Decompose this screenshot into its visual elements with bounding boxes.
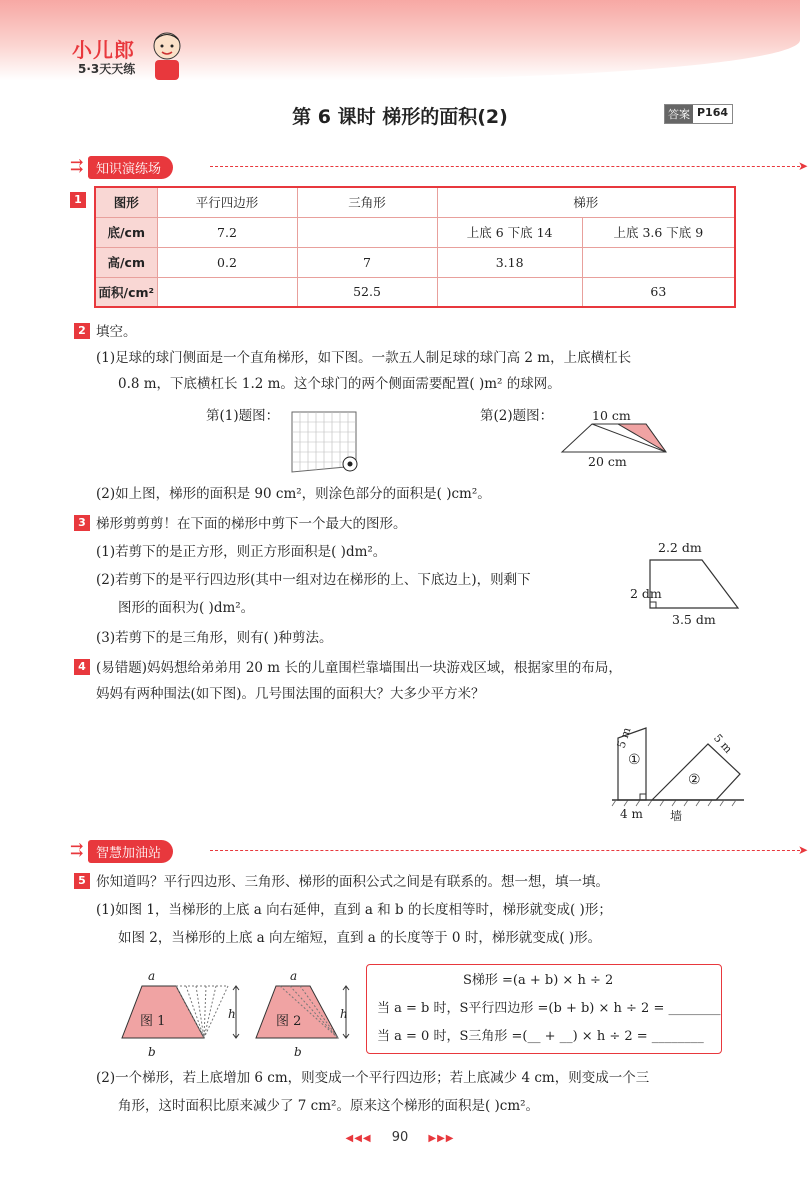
arrow-icon: ➤ <box>798 843 808 857</box>
row-header-area: 面积/cm² <box>95 277 157 307</box>
formula-box <box>366 964 722 1054</box>
cell-tz1-height: 3.18 <box>437 247 582 277</box>
q4-fig-circle-2: ② <box>688 772 701 788</box>
football-icon <box>348 462 353 467</box>
formula-3[interactable]: 当 a = 0 时，S三角形 =(__ + __) × h ÷ 2 = ________ <box>377 1029 704 1044</box>
section-practice-label: 知识演练场 <box>88 156 173 179</box>
col-trapezoid: 梯形 <box>437 187 735 217</box>
q3-fig-bottom: 3.5 dm <box>672 612 716 627</box>
fig1-label: 图 1 <box>140 1014 166 1029</box>
fig2-b: b <box>294 1045 302 1059</box>
question-2-number: 2 <box>74 323 90 339</box>
q2-trapezoid-figure <box>560 422 670 456</box>
q3-p2b: 图形的面积为( )dm²。 <box>118 600 255 616</box>
answer-label: 答案 <box>665 105 693 123</box>
q5-p2b: 角形，这时面积比原来减少了 7 cm²。原来这个梯形的面积是( )cm²。 <box>118 1098 540 1114</box>
q4-fig-circle-1: ① <box>628 752 641 768</box>
q5-p1a: (1)如图 1，当梯形的上底 a 向右延伸，直到 a 和 b 的长度相等时，梯形就变成( )形； <box>96 902 612 918</box>
cell-t-height: 7 <box>297 247 437 277</box>
fig2-label: 图 2 <box>276 1014 302 1029</box>
section-challenge <box>70 840 808 862</box>
row-header-base: 底/cm <box>95 217 157 247</box>
cell-p-height: 0.2 <box>157 247 297 277</box>
formula-2[interactable]: 当 a = b 时，S平行四边形 =(b + b) × h ÷ 2 = ________ <box>377 1001 721 1016</box>
answer-ref <box>664 104 733 124</box>
q2-fig2-bottom: 20 cm <box>588 454 627 469</box>
q4-fig-5m-a: 5 m <box>614 725 634 750</box>
dashed-line <box>210 166 805 167</box>
q4-fig-4m: 4 m <box>620 807 643 821</box>
question-4-line2: 妈妈有两种围法(如下图)。几号围法围的面积大？大多少平方米？ <box>96 686 485 702</box>
cell-tz1-area[interactable] <box>437 277 582 307</box>
question-1-table <box>94 186 736 308</box>
fig1-b: b <box>148 1045 156 1059</box>
question-5-head <box>74 872 609 892</box>
col-parallelogram: 平行四边形 <box>157 187 297 217</box>
q4-fig-5m-b: 5 m <box>711 731 735 756</box>
q3-p3: (3)若剪下的是三角形，则有( )种剪法。 <box>96 630 333 646</box>
cell-p-area[interactable] <box>157 277 297 307</box>
brand-subtitle: 5·3天天练 <box>78 62 136 76</box>
question-5-number: 5 <box>74 873 90 889</box>
cell-tz2-base: 上底 3.6 下底 9 <box>582 217 735 247</box>
cell-t-area: 52.5 <box>297 277 437 307</box>
q4-fig-wall: 墙 <box>670 809 683 823</box>
q3-p2a: (2)若剪下的是平行四边形(其中一组对边在梯形的上、下底边上)，则剩下 <box>96 572 531 588</box>
cell-tz1-base: 上底 6 下底 14 <box>437 217 582 247</box>
question-2-title: 填空。 <box>96 324 137 340</box>
q2-p1a: (1)足球的球门侧面是一个直角梯形，如下图。一款五人制足球的球门高 2 m，上底横杠长 <box>96 350 632 366</box>
formula-1: S梯形 =(a + b) × h ÷ 2 <box>463 973 614 988</box>
question-1-number: 1 <box>70 192 86 208</box>
q3-p1: (1)若剪下的是正方形，则正方形面积是( )dm²。 <box>96 544 387 560</box>
question-5-title: 你知道吗？平行四边形、三角形、梯形的面积公式之间是有联系的。想一想，填一填。 <box>96 874 609 890</box>
answer-page: P164 <box>697 106 729 119</box>
question-2-head <box>74 322 137 342</box>
goal-figure <box>286 406 366 476</box>
question-4-number: 4 <box>74 659 90 675</box>
page-number: 90 <box>391 1130 409 1145</box>
section-practice <box>70 156 808 178</box>
dashed-line <box>210 850 805 851</box>
question-4-line1 <box>74 658 622 678</box>
q5-p1b: 如图 2，当梯形的上底 a 向左缩短，直到 a 的长度等于 0 时，梯形就变成( )形。 <box>118 930 602 946</box>
q2-p1b: 0.8 m，下底横杠长 1.2 m。这个球门的两个侧面需要配置( )m² 的球网。 <box>118 376 561 392</box>
page-title: 第 6 课时 梯形的面积(2) <box>292 106 508 128</box>
question-3-head <box>74 514 407 534</box>
q3-fig-top: 2.2 dm <box>658 540 702 555</box>
right-arrows-icon: ▶▶▶ <box>428 1133 455 1144</box>
q2-fig2-label: 第(2)题图： <box>480 408 554 424</box>
q5-figure-1 <box>116 982 246 1044</box>
row-header-shape: 图形 <box>95 187 157 217</box>
runner-icon: ⇉ <box>70 156 84 175</box>
fig1-a: a <box>148 969 156 983</box>
row-header-height: 高/cm <box>95 247 157 277</box>
col-triangle: 三角形 <box>297 187 437 217</box>
question-3-title: 梯形剪剪剪！在下面的梯形中剪下一个最大的图形。 <box>96 516 407 532</box>
cell-t-base[interactable] <box>297 217 437 247</box>
fig1-h: h <box>228 1007 236 1021</box>
cell-tz2-height[interactable] <box>582 247 735 277</box>
cell-tz2-area: 63 <box>582 277 735 307</box>
left-arrows-icon: ◀◀◀ <box>345 1133 372 1144</box>
brand-logo: 小儿郎 <box>72 38 135 62</box>
q5-p2a: (2)一个梯形，若上底增加 6 cm，则变成一个平行四边形；若上底减少 4 cm，则变成一个三 <box>96 1070 650 1086</box>
fig2-h: h <box>340 1007 348 1021</box>
q3-fig-left: 2 dm <box>630 586 662 601</box>
arrow-icon: ➤ <box>798 159 808 173</box>
q2-p2: (2)如上图，梯形的面积是 90 cm²，则涂色部分的面积是( )cm²。 <box>96 486 491 502</box>
section-challenge-label: 智慧加油站 <box>88 840 173 863</box>
q2-fig2-top: 10 cm <box>592 408 631 423</box>
mascot-icon <box>145 30 189 82</box>
page-footer <box>0 1130 800 1145</box>
q3-trapezoid-figure <box>646 556 742 612</box>
fig2-a: a <box>290 969 298 983</box>
q2-fig1-label: 第(1)题图： <box>206 408 280 424</box>
question-3-number: 3 <box>74 515 90 531</box>
runner-icon: ⇉ <box>70 840 84 859</box>
cell-p-base: 7.2 <box>157 217 297 247</box>
question-4-text1: (易错题)妈妈想给弟弟用 20 m 长的儿童围栏靠墙围出一块游戏区域，根据家里的布局， <box>96 660 622 676</box>
